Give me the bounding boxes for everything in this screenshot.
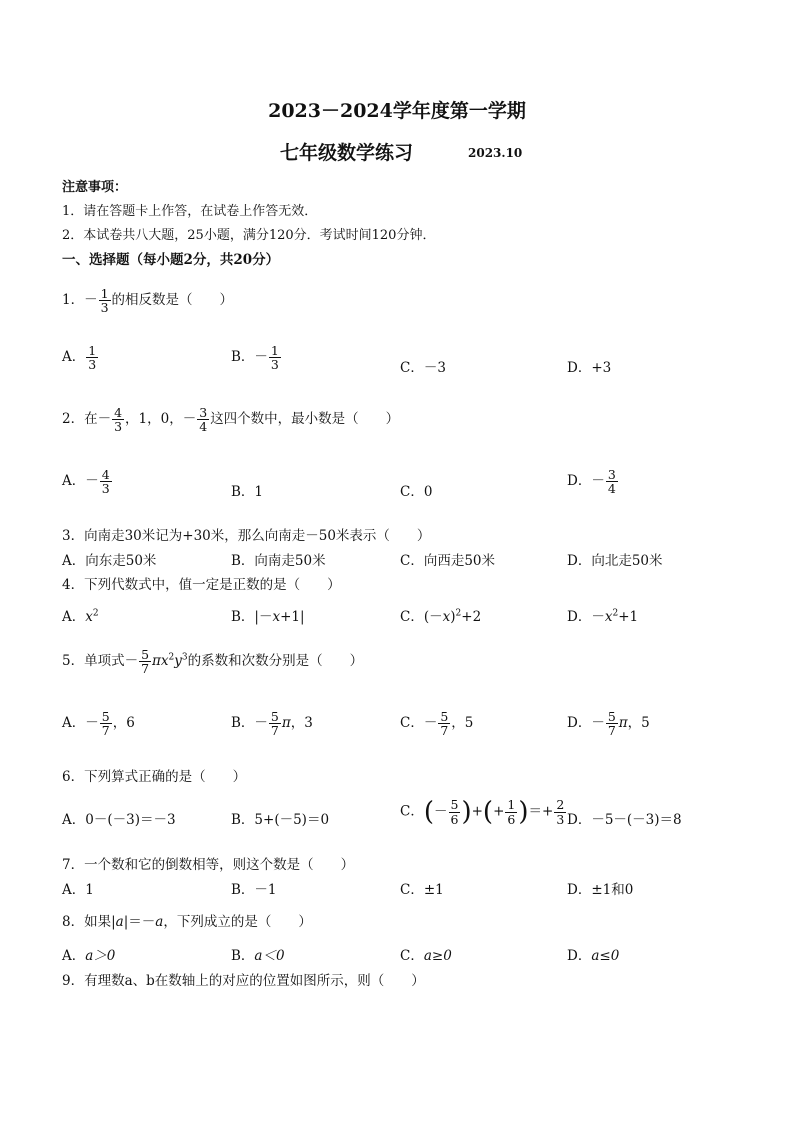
question-7: 7．一个数和它的倒数相等，则这个数是（ ）: [62, 857, 355, 873]
q2-option-a[interactable]: A．－ $\frac{4}{3}$: [62, 467, 110, 497]
q2-option-d[interactable]: D．－ $\frac{3}{4}$: [567, 467, 616, 497]
question-2: 2．在－ $\frac{4}{3}$ ，1，0，－ $\frac{3}{4}$ 这四个数中，最小数是（ ）: [62, 405, 400, 435]
q3-option-d[interactable]: D．向北走50米: [567, 553, 663, 569]
q8-option-d[interactable]: D．a≤0: [567, 948, 620, 964]
q6-option-d[interactable]: D．－5－(－3)＝8: [567, 812, 682, 828]
question-3: 3．向南走30米记为+30米，那么向南走－50米表示（ ）: [62, 528, 431, 544]
q6-option-a[interactable]: A．0－(－3)＝－3: [62, 812, 176, 828]
q1-number: 1．: [62, 292, 85, 309]
exam-date: 2023.10: [468, 146, 523, 160]
q5-option-a[interactable]: A．－ $\frac{5}{7}$ ，6: [62, 709, 135, 739]
question-4: 4．下列代数式中，值一定是正数的是（ ）: [62, 577, 341, 593]
notice-heading: 注意事项：: [62, 180, 128, 195]
exam-subtitle: 七年级数学练习: [280, 142, 414, 164]
q1-option-c[interactable]: C．－3: [400, 360, 446, 376]
q1-option-a[interactable]: A． $\frac{1}{3}$: [62, 343, 97, 373]
q1-stem: 的相反数是（ ）: [111, 292, 234, 309]
q5-option-b[interactable]: B．－ $\frac{5}{7}$ π，3: [231, 709, 313, 739]
q7-option-a[interactable]: A．1: [62, 882, 94, 898]
q7-option-d[interactable]: D．±1和0: [567, 882, 634, 898]
q3-option-a[interactable]: A．向东走50米: [62, 553, 157, 569]
q8-option-b[interactable]: B．a＜0: [231, 948, 285, 964]
q8-option-c[interactable]: C．a≥0: [400, 948, 452, 964]
question-6: 6．下列算式正确的是（ ）: [62, 769, 247, 785]
math-expr: － $\frac{1}{3}$: [84, 286, 109, 316]
question-9: 9．有理数a、b在数轴上的对应的位置如图所示，则（ ）: [62, 973, 425, 989]
q4-option-a[interactable]: A．$x^2$: [62, 608, 99, 625]
q5-option-c[interactable]: C．－ $\frac{5}{7}$ ，5: [400, 709, 474, 739]
q4-option-b[interactable]: B．|－x+1|: [231, 609, 305, 625]
question-8: 8．如果|a|＝－a，下列成立的是（ ）: [62, 914, 312, 930]
q4-option-c[interactable]: C．$(-x)^2+2$: [400, 608, 482, 625]
q3-option-c[interactable]: C．向西走50米: [400, 553, 496, 569]
q4-option-d[interactable]: D．$-x^2+1$: [567, 608, 639, 625]
question-1: [62, 287, 233, 314]
q1-option-d[interactable]: D．+3: [567, 360, 612, 376]
q7-option-b[interactable]: B．－1: [231, 882, 277, 898]
exam-title: 2023－2024学年度第一学期: [268, 100, 526, 122]
section-heading: 一、选择题（每小题2分，共20分）: [62, 252, 280, 268]
question-5: 5．单项式－ $\frac{5}{7}$ $\pi x^2y^3$的系数和次数分别是（ ）: [62, 647, 364, 677]
q1-option-b[interactable]: B．－ $\frac{1}{3}$: [231, 343, 279, 373]
q6-option-c[interactable]: C．(－ $\frac{5}{6}$ )+(+ $\frac{1}{6}$ )＝+ $\frac{2}{3}$: [400, 797, 565, 827]
notice-item-1: 1．请在答题卡上作答，在试卷上作答无效．: [62, 204, 318, 219]
q5-option-d[interactable]: D．－ $\frac{5}{7}$ π，5: [567, 709, 650, 739]
q6-option-b[interactable]: B．5+(－5)＝0: [231, 812, 330, 828]
q8-option-a[interactable]: A．a＞0: [62, 948, 116, 964]
q2-option-c[interactable]: C．0: [400, 484, 433, 500]
q3-option-b[interactable]: B．向南走50米: [231, 553, 326, 569]
q7-option-c[interactable]: C．±1: [400, 882, 444, 898]
notice-item-2: 2．本试卷共八大题，25小题，满分120分．考试时间120分钟．: [62, 228, 436, 243]
q2-option-b[interactable]: B．1: [231, 484, 264, 500]
